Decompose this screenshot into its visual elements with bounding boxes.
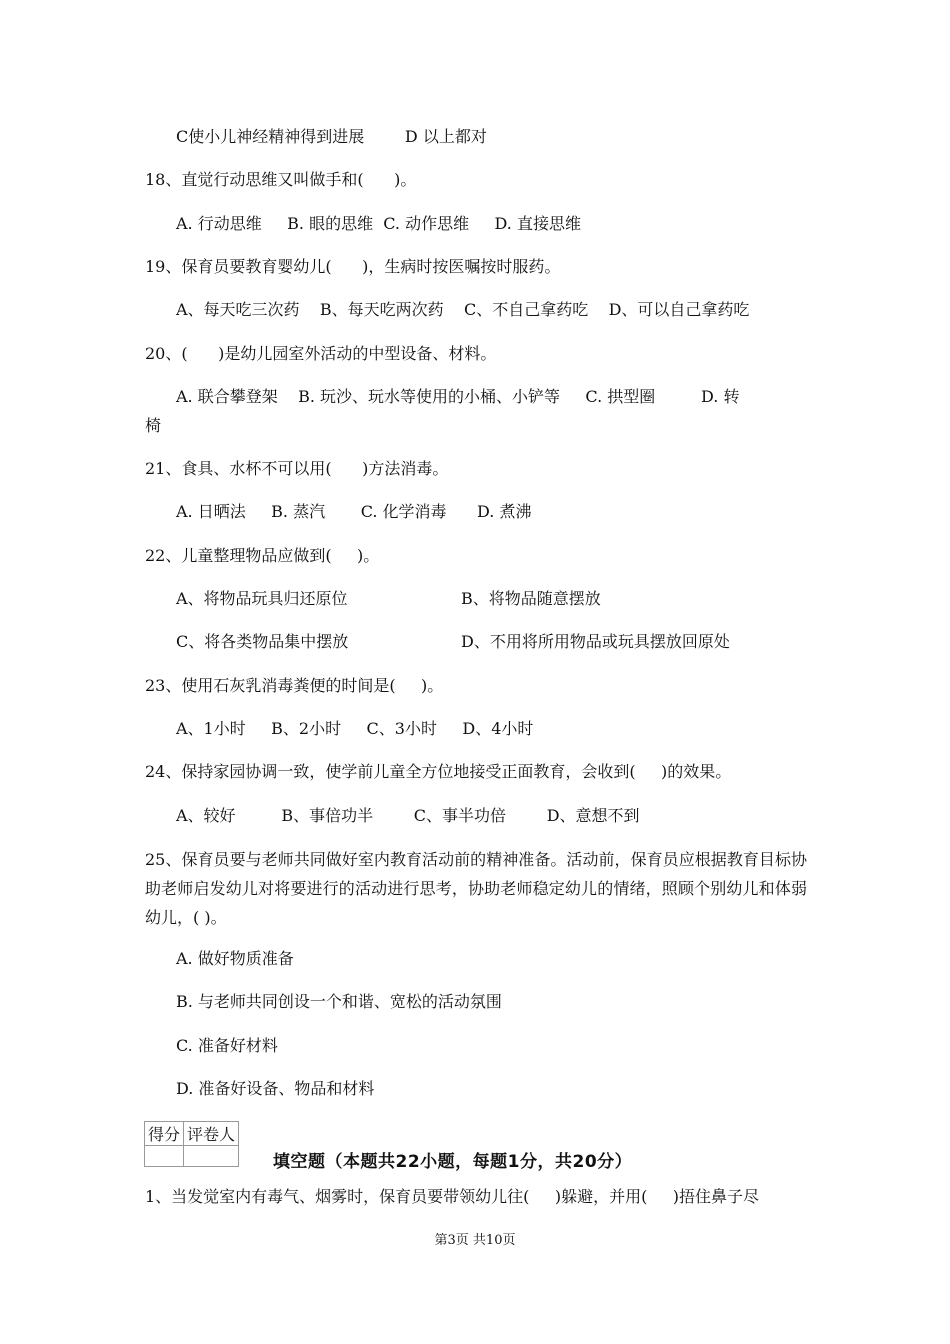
grader-label: 评卷人 xyxy=(184,1122,239,1146)
question-19: 19、保育员要教育婴幼儿( )，生病时按医嘱按时服药。 xyxy=(145,257,561,276)
question-25-option-d: D. 准备好设备、物品和材料 xyxy=(176,1079,375,1098)
question-25-option-b: B. 与老师共同创设一个和谐、宽松的活动氛围 xyxy=(176,992,502,1011)
question-18-options: A. 行动思维 B. 眼的思维 C. 动作思维 D. 直接思维 xyxy=(176,214,581,233)
question-24-options: A、较好 B、事倍功半 C、事半功倍 D、意想不到 xyxy=(176,806,640,825)
question-23: 23、使用石灰乳消毒粪便的时间是( )。 xyxy=(145,676,444,695)
score-table xyxy=(144,1121,239,1167)
question-22-option-b: B、将物品随意摆放 xyxy=(461,589,601,608)
question-20-options: A. 联合攀登架 B. 玩沙、玩水等使用的小桶、小铲等 C. 拱型圈 D. 转 xyxy=(176,387,740,406)
question-18: 18、直觉行动思维又叫做手和( )。 xyxy=(145,170,417,189)
question-20: 20、( )是幼儿园室外活动的中型设备、材料。 xyxy=(145,344,497,363)
score-cell xyxy=(145,1146,184,1167)
question-25-option-c: C. 准备好材料 xyxy=(176,1036,278,1055)
question-25-option-a: A. 做好物质准备 xyxy=(176,949,294,968)
question-25: 25、保育员要与老师共同做好室内教育活动前的精神准备。活动前，保育员应根据教育目标协助老师启发幼儿对将要进行的活动进行思考，协助老师稳定幼儿的情绪，照顾个别幼儿和体弱幼儿，( )。 xyxy=(145,850,807,927)
question-20-options-wrap: 椅 xyxy=(145,416,162,435)
score-label: 得分 xyxy=(145,1122,184,1146)
page-footer: 第3页 共10页 xyxy=(434,1233,516,1248)
grader-cell xyxy=(184,1146,239,1167)
q17-options-cd: C使小儿神经精神得到进展 D 以上都对 xyxy=(176,127,487,146)
question-22-option-a: A、将物品玩具归还原位 xyxy=(176,589,348,608)
question-21: 21、食具、水杯不可以用( )方法消毒。 xyxy=(145,459,449,478)
question-23-options: A、1小时 B、2小时 C、3小时 D、4小时 xyxy=(176,719,534,738)
question-22-option-c: C、将各类物品集中摆放 xyxy=(176,632,349,651)
question-21-options: A. 日晒法 B. 蒸汽 C. 化学消毒 D. 煮沸 xyxy=(176,502,532,521)
section-title: 填空题（本题共22小题，每题1分，共20分） xyxy=(273,1152,633,1172)
question-24: 24、保持家园协调一致，使学前儿童全方位地接受正面教育，会收到( )的效果。 xyxy=(145,762,732,781)
question-19-options: A、每天吃三次药 B、每天吃两次药 C、不自己拿药吃 D、可以自己拿药吃 xyxy=(176,300,750,319)
question-22-option-d: D、不用将所用物品或玩具摆放回原处 xyxy=(461,632,730,651)
question-22: 22、儿童整理物品应做到( )。 xyxy=(145,546,380,565)
fill-question-1: 1、当发觉室内有毒气、烟雾时，保育员要带领幼儿往( )躲避，并用( )捂住鼻子尽 xyxy=(145,1187,760,1206)
